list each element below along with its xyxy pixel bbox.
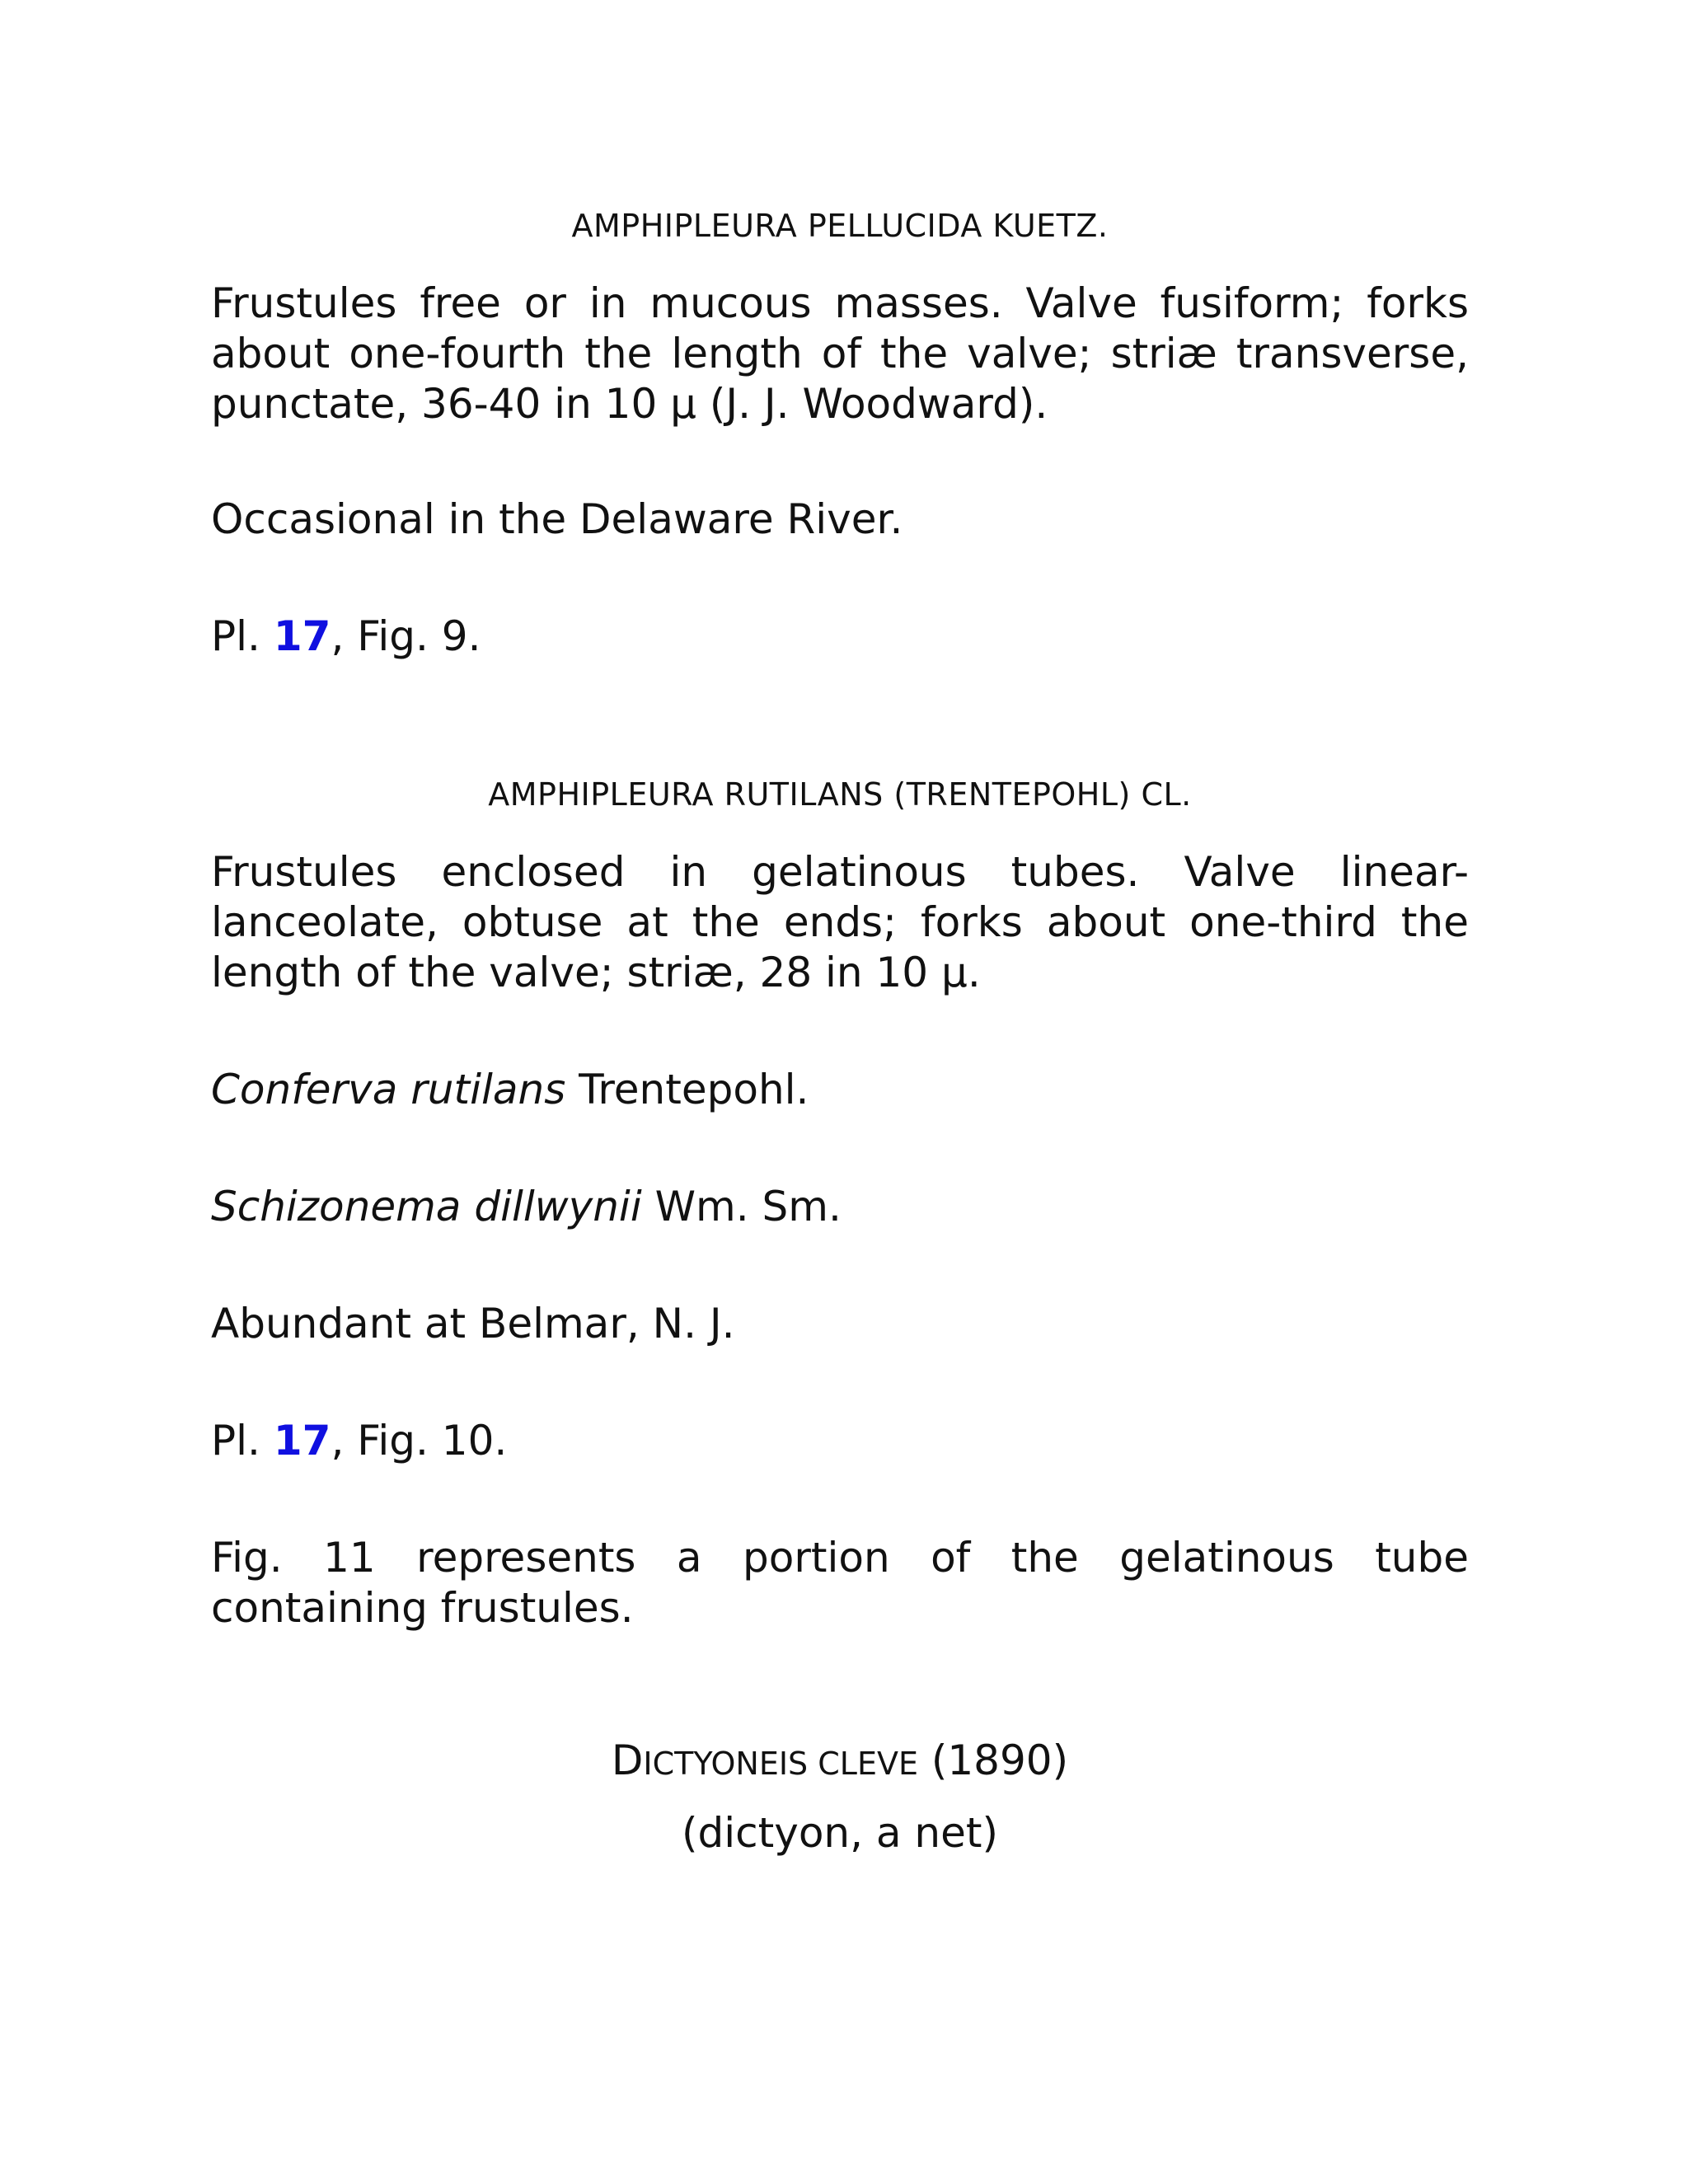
- plate-prefix: Pl.: [211, 1417, 274, 1465]
- figure-note: Fig. 11 represents a portion of the gelatinous tube containing frustules.: [211, 1534, 1469, 1632]
- plate-suffix: , Fig. 10.: [331, 1417, 508, 1465]
- plate-suffix: , Fig. 9.: [331, 612, 481, 660]
- genus-year: (1890): [917, 1736, 1069, 1784]
- synonym-name: Conferva rutilans: [211, 1066, 566, 1113]
- synonym-conferva-rutilans: [211, 1065, 1469, 1115]
- synonym-author: Trentepohl.: [565, 1066, 809, 1113]
- locality-rutilans: Abundant at Belmar, N. J.: [211, 1300, 735, 1347]
- plate-prefix: Pl.: [211, 612, 274, 660]
- synonym-schizonema-dillwynii: [211, 1182, 1469, 1232]
- genus-etymology: (dictyon, a net): [682, 1809, 998, 1857]
- synonym-author: Wm. Sm.: [641, 1183, 842, 1230]
- plate-link[interactable]: 17: [273, 1417, 331, 1465]
- genus-author: CLEVE: [808, 1746, 918, 1782]
- plate-link[interactable]: 17: [273, 612, 331, 660]
- species-description-rutilans: Frustules enclosed in gelatinous tubes. Valve linear-lanceolate, obtuse at the ends; forks about one-third the length of the valve; striæ, 28 in 10 µ.: [211, 848, 1469, 996]
- genus-rest: ICTYONEIS: [643, 1746, 809, 1782]
- species-heading-amphipleura-rutilans: AMPHIPLEURA RUTILANS (TRENTEPOHL) CL.: [488, 776, 1192, 813]
- plate-reference-pellucida: [211, 612, 1469, 662]
- synonym-name: Schizonema dillwynii: [211, 1183, 642, 1230]
- species-description-pellucida: Frustules free or in mucous masses. Valve fusiform; forks about one-fourth the length of the valve; striæ transverse, punctate, 36-40 in 10 µ (J. J. Woodward).: [211, 279, 1469, 428]
- genus-heading-dictyoneis: [211, 1736, 1469, 1789]
- genus-initial: D: [611, 1736, 644, 1784]
- plate-reference-rutilans: [211, 1416, 1469, 1466]
- species-heading-amphipleura-pellucida: AMPHIPLEURA PELLUCIDA KUETZ.: [571, 208, 1109, 244]
- locality-pellucida: Occasional in the Delaware River.: [211, 495, 903, 543]
